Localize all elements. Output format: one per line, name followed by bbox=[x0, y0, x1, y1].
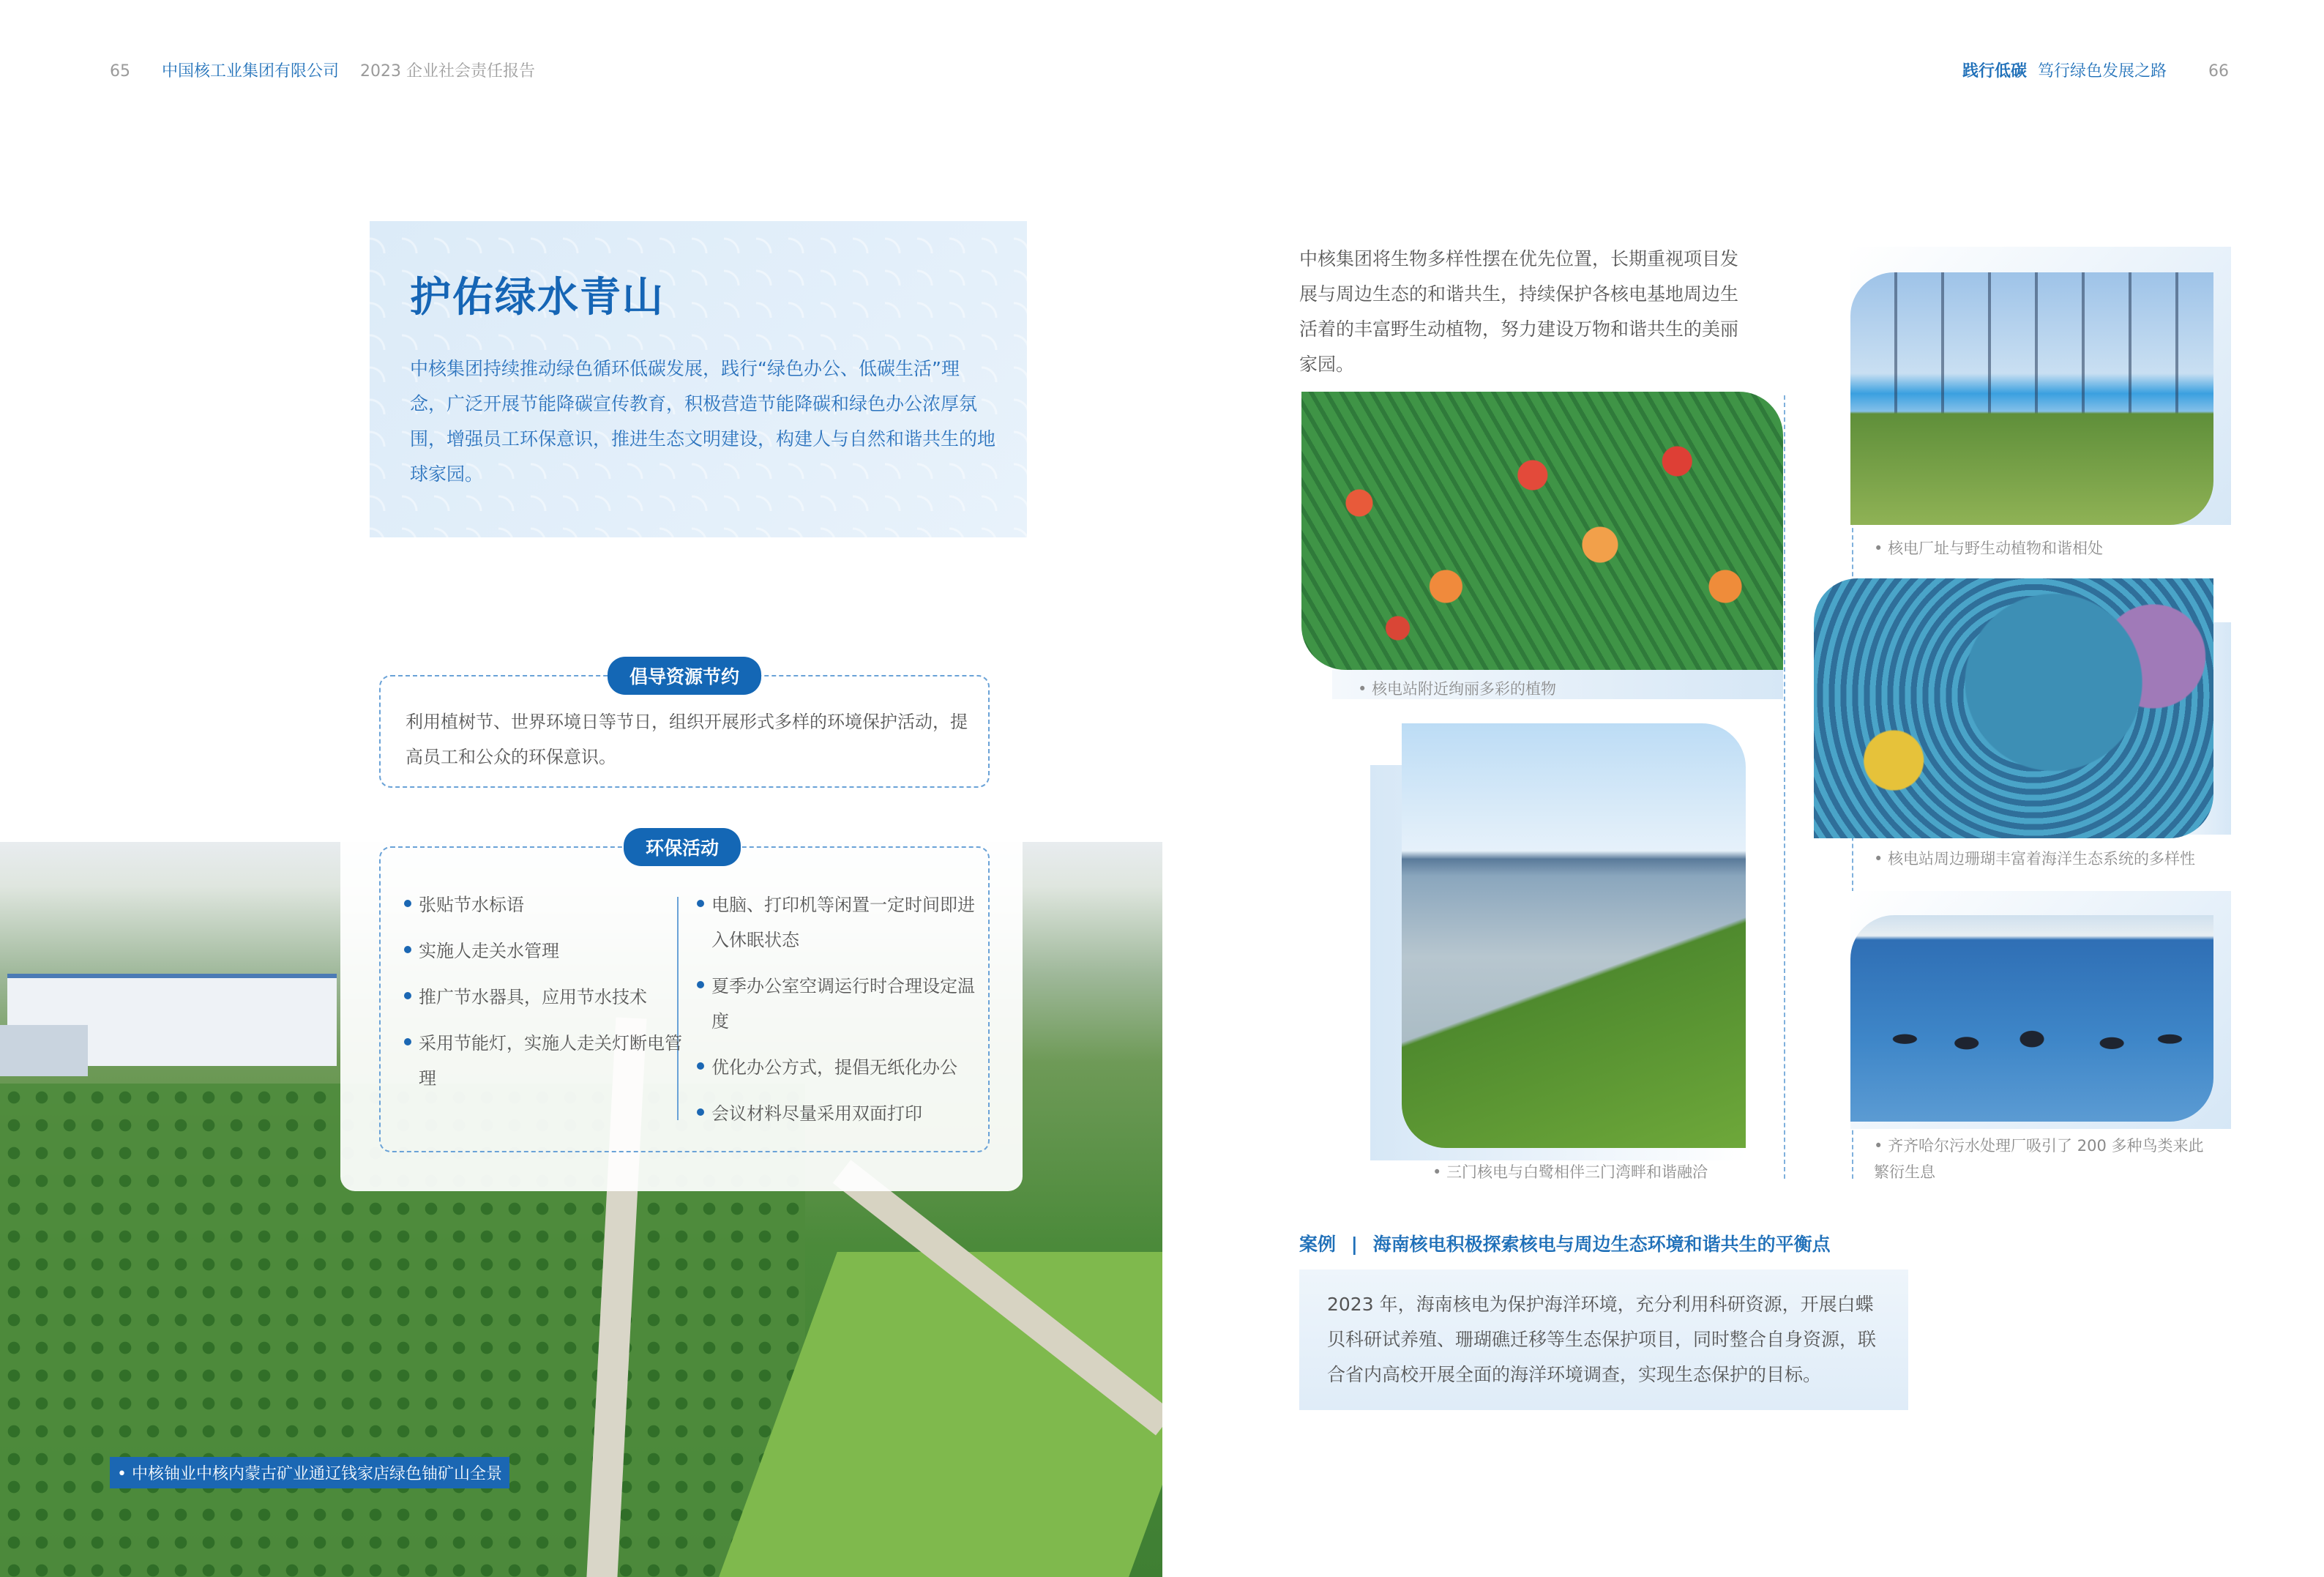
case-body: 2023 年，海南核电为保护海洋环境，充分利用科研资源，开展白蝶贝科研试养殖、珊瑚礁迁移等生态保护项目，同时整合自身资源，联合省内高校开展全面的海洋环境调查，实现生态保护的目标。 bbox=[1327, 1294, 1877, 1385]
right-header bbox=[1962, 59, 2229, 81]
intro-box bbox=[370, 221, 1027, 537]
eco-activities-label: 环保活动 bbox=[624, 828, 741, 866]
case-box bbox=[1299, 1270, 1908, 1410]
list-item: 实施人走关水管理 bbox=[404, 933, 559, 969]
left-page-number: 65 bbox=[110, 62, 130, 81]
list-item: 优化办公方式，提倡无纸化办公 bbox=[697, 1050, 957, 1085]
left-header bbox=[110, 59, 535, 81]
list-item: 夏季办公室空调运行时合理设定温度 bbox=[697, 969, 982, 1039]
org-name: 中国核工业集团有限公司 bbox=[162, 62, 340, 81]
egret-photo bbox=[1402, 723, 1746, 1148]
list-item: 会议材料尽量采用双面打印 bbox=[697, 1096, 922, 1131]
guide-line bbox=[1784, 395, 1785, 1179]
list-item: 推广节水器具，应用节水技术 bbox=[404, 980, 647, 1015]
case-heading bbox=[1299, 1230, 1831, 1256]
list-item: 电脑、打印机等闲置一定时间即进入休眠状态 bbox=[697, 887, 982, 958]
caption-ducks: • 齐齐哈尔污水处理厂吸引了 200 多种鸟类来此繁衍生息 bbox=[1874, 1137, 2204, 1181]
ducks-photo bbox=[1850, 915, 2213, 1122]
resource-saving-body: 利用植树节、世界环境日等节日，组织开展形式多样的环境保护活动，提高员工和公众的环保意识。 bbox=[406, 712, 968, 767]
coral-photo bbox=[1814, 578, 2213, 838]
intro-body: 中核集团持续推动绿色循环低碳发展，践行“绿色办公、低碳生活”理念，广泛开展节能降碳宣传教育，积极营造节能降碳和绿色办公浓厚氛围，增强员工环保意识，推进生态文明建设，构建人与自然和谐共生的地球家园。 bbox=[410, 358, 996, 485]
intro-title: 护佑绿水青山 bbox=[410, 274, 665, 321]
mine-building-small bbox=[0, 1025, 88, 1076]
section-title: 践行低碳 bbox=[1962, 62, 2027, 81]
site-photo bbox=[1850, 272, 2213, 525]
aerial-caption: • 中核铀业中核内蒙古矿业通辽钱家店绿色铀矿山全景 bbox=[110, 1457, 509, 1488]
report-name: 2023 企业社会责任报告 bbox=[360, 62, 535, 81]
list-item: 张贴节水标语 bbox=[404, 887, 524, 922]
case-separator: | bbox=[1350, 1234, 1358, 1255]
list-item: 采用节能灯，实施人走关灯断电管理 bbox=[404, 1026, 682, 1096]
caption-egret: • 三门核电与白鹭相伴三门湾畔和谐融洽 bbox=[1432, 1163, 1708, 1181]
biodiversity-intro: 中核集团将生物多样性摆在优先位置，长期重视项目发展与周边生态的和谐共生，持续保护各核电基地周边生活着的丰富野生动植物，努力建设万物和谐共生的美丽家园。 bbox=[1299, 248, 1739, 375]
right-page-number: 66 bbox=[2208, 62, 2229, 81]
case-title: 海南核电积极探索核电与周边生态环境和谐共生的平衡点 bbox=[1372, 1234, 1831, 1255]
section-subtitle: 笃行绿色发展之路 bbox=[2037, 62, 2167, 81]
case-label: 案例 bbox=[1299, 1234, 1337, 1255]
caption-plants: • 核电站附近绚丽多彩的植物 bbox=[1358, 680, 1557, 698]
caption-coral: • 核电站周边珊瑚丰富着海洋生态系统的多样性 bbox=[1874, 850, 2196, 868]
resource-saving-label: 倡导资源节约 bbox=[608, 657, 761, 695]
plants-photo bbox=[1301, 392, 1783, 670]
caption-site: • 核电厂址与野生动植物和谐相处 bbox=[1874, 540, 2104, 557]
